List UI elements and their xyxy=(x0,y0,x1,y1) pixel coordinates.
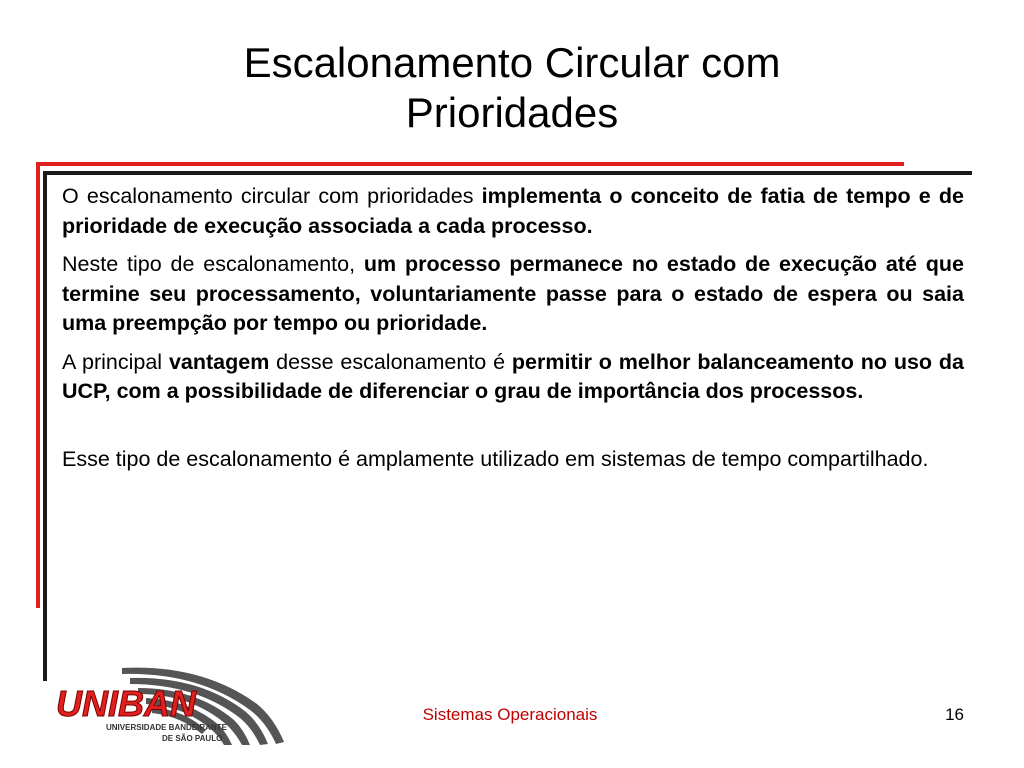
red-frame-left-line xyxy=(36,162,40,608)
dark-frame-top-line xyxy=(44,171,972,175)
paragraph-advantage xyxy=(62,348,964,407)
paragraph-2-text: Neste tipo de escalonamento, xyxy=(62,252,364,276)
paragraph-execution xyxy=(62,250,964,339)
slide-title xyxy=(0,38,1024,138)
paragraph-3-text-b: desse escalonamento é xyxy=(269,349,512,374)
slide-title-line-1: Escalonamento Circular com xyxy=(243,39,781,86)
paragraph-definition xyxy=(62,182,964,241)
dark-frame-left-line xyxy=(43,171,47,681)
paragraph-1-text: O escalonamento circular com prioridades xyxy=(62,184,482,208)
logo-wordmark: UNIBAN xyxy=(56,683,196,724)
slide-body xyxy=(62,182,964,483)
paragraph-1-emphasis: implementa o conceito de fatia de tempo e de prioridade de execução associada a cada processo. xyxy=(62,184,964,238)
uniban-logo xyxy=(52,664,292,750)
paragraph-3-text-a: A principal xyxy=(62,349,169,374)
slide-title-line-2: Prioridades xyxy=(405,89,619,136)
paragraph-3-emphasis-a: vantagem xyxy=(168,349,270,374)
footer-page-number: 16 xyxy=(945,705,964,724)
logo-subtitle-2: DE SÃO PAULO xyxy=(162,734,223,743)
paragraph-2-emphasis: um processo permanece no estado de execução até que termine seu processamento, voluntariamente passe para o estado de espera ou saia uma preempção por tempo ou prioridade. xyxy=(62,252,964,335)
footer-course-title: Sistemas Operacionais xyxy=(422,705,598,724)
logo-subtitle-1: UNIVERSIDADE BANDEIRANTE xyxy=(106,723,227,732)
paragraph-3-emphasis-b: permitir o melhor balanceamento no uso da UCP, com a possibilidade de diferenciar o grau de importância dos processos. xyxy=(62,349,964,403)
paragraph-usage xyxy=(62,445,964,475)
paragraph-4-text: Esse tipo de escalonamento é amplamente utilizado em sistemas de tempo compartilhado. xyxy=(62,446,929,471)
red-frame-top-line xyxy=(36,162,904,166)
